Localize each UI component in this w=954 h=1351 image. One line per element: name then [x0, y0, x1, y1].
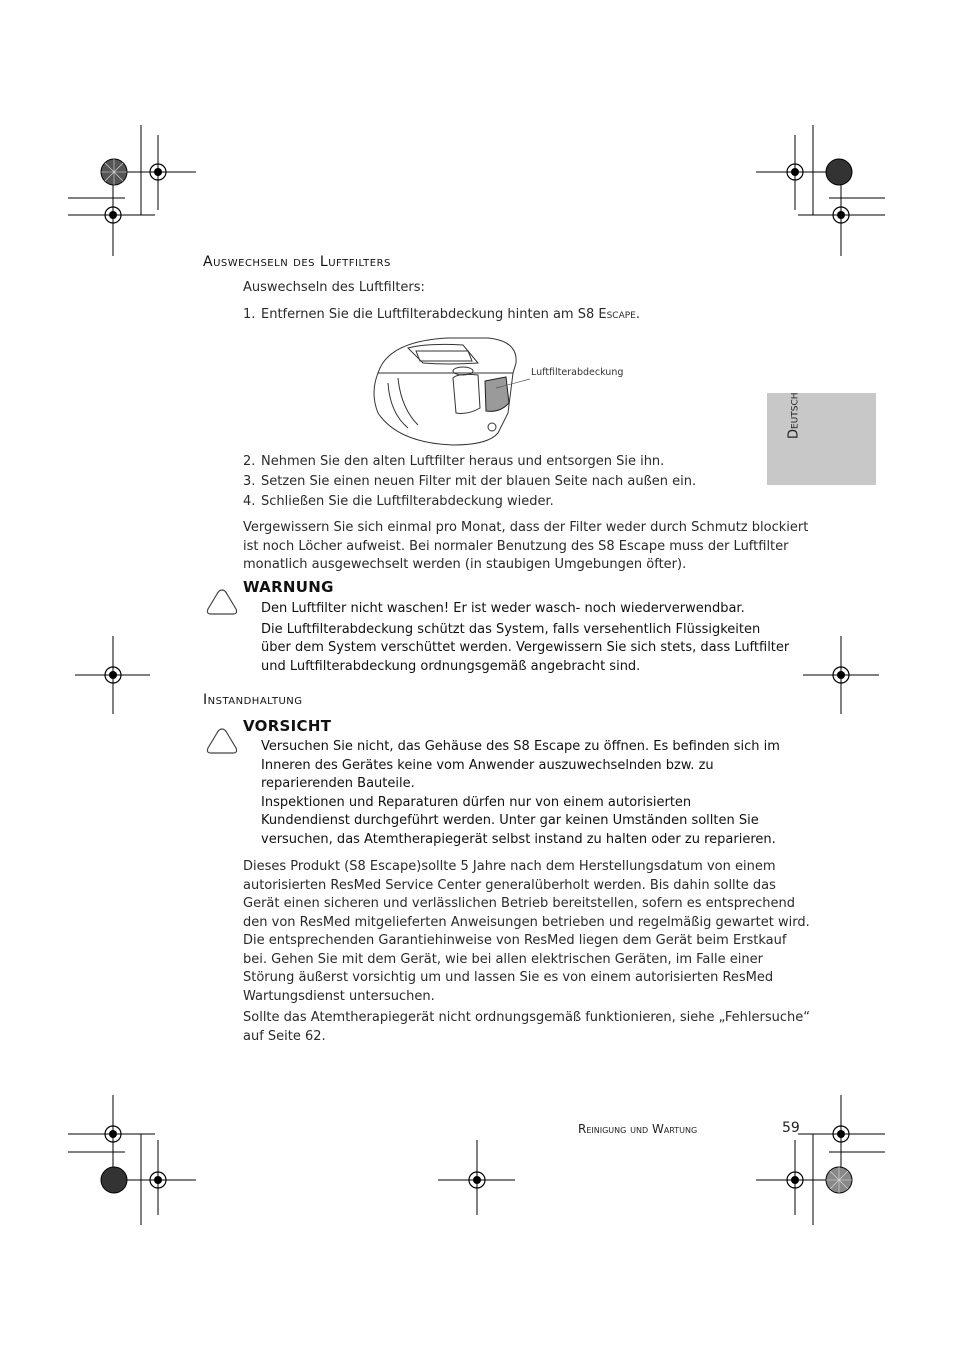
step-text: Schließen Sie die Luftfilterabdeckung wieder.: [261, 494, 554, 509]
step-number: 3.: [243, 474, 256, 489]
paragraph-line: Gerät einen sicheren und verlässlichen Betrieb bereitstellen, sofern es entsprechend: [243, 896, 795, 911]
step-number: 4.: [243, 494, 256, 509]
step-number: 2.: [243, 454, 256, 469]
paragraph-line: autorisierten ResMed Service Center generalüberholt werden. Bis dahin sollte das: [243, 877, 776, 893]
caution-line: Inspektionen und Reparaturen dürfen nur von einem autorisierten: [261, 794, 692, 810]
warning-title: WARNUNG: [243, 578, 334, 596]
warning-line: Den Luftfilter nicht waschen! Er ist weder wasch- noch wiederverwendbar.: [261, 601, 745, 616]
paragraph-line: Vergewissern Sie sich einmal pro Monat, dass der Filter weder durch Schmutz blockiert: [243, 520, 809, 535]
warning-text: [261, 600, 789, 676]
caution-icon: [205, 726, 239, 756]
paragraph-line: auf Seite 62.: [243, 1028, 326, 1044]
caution-line: reparierenden Bauteile.: [261, 776, 415, 791]
warning-line: und Luftfilterabdeckung ordnungsgemäß angebracht sind.: [261, 658, 641, 674]
paragraph-line: Wartungsdienst untersuchen.: [243, 988, 435, 1004]
step-text: Entfernen Sie die Luftfilterabdeckung hinten am: [261, 307, 578, 322]
troubleshooting-paragraph: [243, 1009, 810, 1046]
section-heading-filter: Auswechseln des Luftfilters: [203, 254, 391, 270]
paragraph-line: Störung äußerst vorsichtig um und lassen Sie es von einem autorisierten ResMed: [243, 970, 774, 985]
step-text: Nehmen Sie den alten Luftfilter heraus und entsorgen Sie ihn.: [261, 454, 665, 469]
device-illustration: [368, 333, 628, 453]
caution-line: versuchen, das Atemtherapiegerät selbst instand zu halten oder zu reparieren.: [261, 831, 776, 847]
figure-label: Luftfilterabdeckung: [531, 367, 624, 378]
intro-text: Auswechseln des Luftfilters:: [243, 280, 425, 295]
monthly-check-paragraph: [243, 519, 808, 575]
language-tab: Deutsch: [767, 393, 876, 485]
paragraph-line: ist noch Löcher aufweist. Bei normaler Benutzung des S8 Escape muss der Luftfilter: [243, 538, 789, 554]
steps-list: [243, 452, 696, 512]
paragraph-line: Die entsprechenden Garantiehinweise von ResMed liegen dem Gerät beim Erstkauf: [243, 933, 787, 948]
paragraph-line: Dieses Produkt (S8 Escape)sollte 5 Jahre nach dem Herstellungsdatum von einem: [243, 859, 776, 874]
warning-icon: [205, 587, 239, 617]
step-number: 1.: [243, 307, 256, 322]
caution-line: Kundendienst durchgeführt werden. Unter gar keinen Umständen sollten Sie: [261, 813, 759, 828]
warning-line: Die Luftfilterabdeckung schützt das System, falls versehentlich Flüssigkeiten: [261, 621, 761, 637]
step-4: [243, 492, 696, 512]
step-end: .: [635, 307, 640, 322]
step-1: [243, 306, 640, 325]
paragraph-line: den von ResMed mitgelieferten Anweisungen betrieben und regelmäßig gewartet wird.: [243, 914, 810, 930]
paragraph-line: bei. Gehen Sie mit dem Gerät, wie bei allen elektrischen Geräten, im Falle einer: [243, 951, 763, 967]
footer-section-title: Reinigung und Wartung: [578, 1122, 698, 1136]
caution-line: Inneren des Gerätes keine vom Anwender auszuwechselnden bzw. zu: [261, 757, 714, 773]
step-text: Setzen Sie einen neuen Filter mit der blauen Seite nach außen ein.: [261, 474, 697, 489]
step-3: [243, 472, 696, 492]
warning-line: über dem System verschüttet werden. Vergewissern Sie sich stets, dass Luftfilter: [261, 640, 790, 655]
caution-text: [261, 738, 780, 849]
paragraph-line: monatlich ausgewechselt werden (in staubigen Umgebungen öfter).: [243, 557, 687, 572]
paragraph-line: Sollte das Atemtherapiegerät nicht ordnungsgemäß funktionieren, siehe „Fehlersuche“: [243, 1010, 811, 1025]
caution-title: VORSICHT: [243, 717, 332, 735]
step-2: [243, 452, 696, 472]
service-paragraph: [243, 858, 810, 1006]
caution-line: Versuchen Sie nicht, das Gehäuse des S8 Escape zu öffnen. Es befinden sich im: [261, 739, 780, 754]
page-number: 59: [782, 1120, 800, 1136]
brand-name: S8 Escape: [577, 307, 636, 322]
section-heading-maintenance: Instandhaltung: [203, 692, 303, 708]
